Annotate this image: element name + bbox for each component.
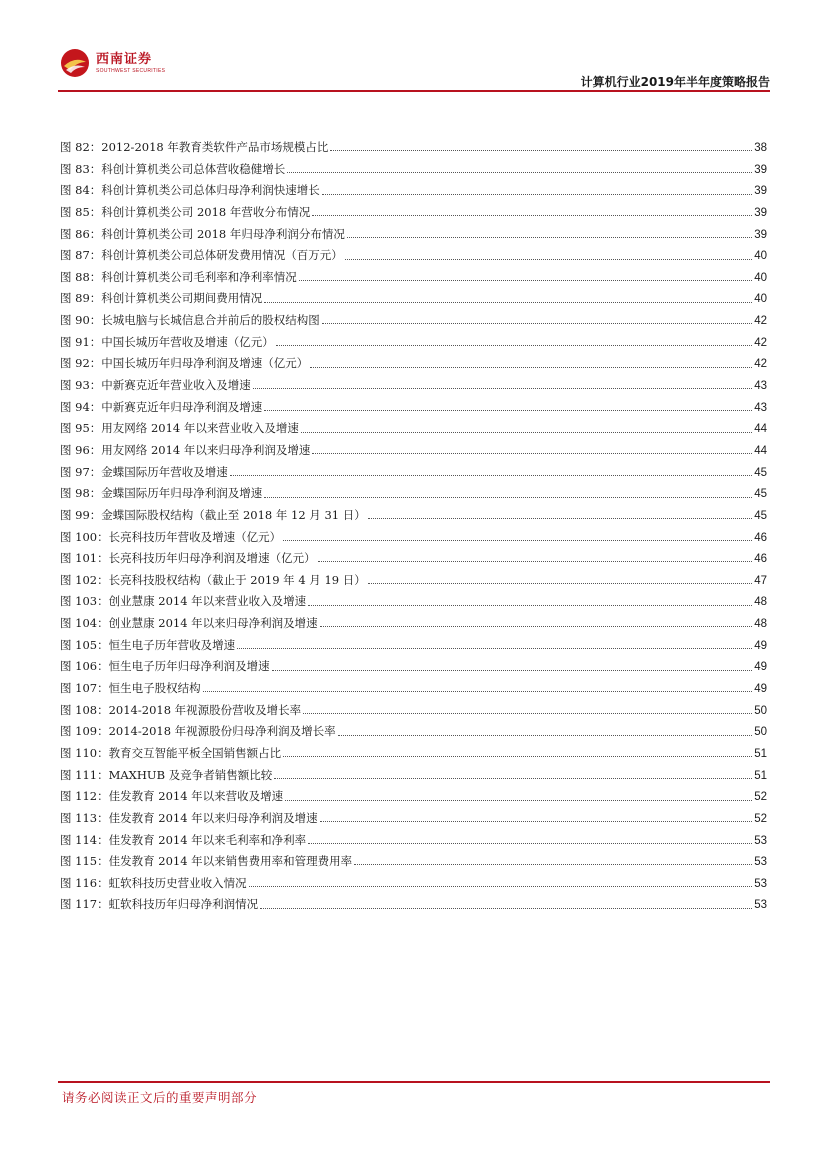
toc-entry-label: 图 82：2012-2018 年教育类软件产品市场规模占比 — [60, 140, 329, 154]
toc-entry-page: 42 — [754, 358, 767, 371]
toc-entry[interactable] — [60, 180, 767, 202]
toc-entry-page: 48 — [754, 596, 767, 609]
toc-entry-page: 51 — [754, 747, 767, 760]
toc-entry[interactable] — [60, 505, 767, 527]
toc-dot-leader — [301, 432, 752, 433]
toc-entry-page: 40 — [754, 271, 767, 284]
toc-entry-page: 49 — [754, 661, 767, 674]
toc-dot-leader — [347, 237, 752, 238]
toc-entry[interactable] — [60, 613, 767, 635]
toc-entry-label: 图 113：佳发教育 2014 年以来归母净利润及增速 — [60, 810, 318, 825]
toc-entry[interactable] — [60, 462, 767, 484]
toc-entry-page: 53 — [754, 899, 767, 912]
toc-dot-leader — [354, 864, 752, 865]
toc-entry-label: 图 88：科创计算机类公司毛利率和净利率情况 — [60, 269, 297, 284]
toc-entry-page: 50 — [754, 704, 767, 717]
toc-entry-label: 图 84：科创计算机类公司总体归母净利润快速增长 — [60, 183, 320, 198]
toc-entry[interactable] — [60, 786, 767, 808]
toc-dot-leader — [283, 756, 752, 757]
toc-entry[interactable] — [60, 765, 767, 787]
toc-entry-label: 图 102：长亮科技股权结构（截止于 2019 年 4 月 19 日） — [60, 572, 366, 587]
toc-entry-page: 43 — [754, 401, 767, 414]
toc-dot-leader — [253, 388, 752, 389]
toc-entry-page: 46 — [754, 553, 767, 566]
toc-dot-leader — [322, 194, 752, 195]
toc-dot-leader — [320, 626, 753, 627]
toc-entry-page: 42 — [754, 315, 767, 328]
toc-entry-label: 图 112：佳发教育 2014 年以来营收及增速 — [60, 789, 284, 804]
toc-entry[interactable] — [60, 375, 767, 397]
toc-entry[interactable] — [60, 440, 767, 462]
toc-dot-leader — [260, 908, 752, 909]
toc-entry-page: 48 — [754, 618, 767, 631]
header-divider — [58, 90, 770, 92]
toc-entry-page: 38 — [754, 142, 767, 154]
toc-entry[interactable] — [60, 678, 767, 700]
toc-dot-leader — [264, 302, 752, 303]
toc-entry-label: 图 107：恒生电子股权结构 — [60, 681, 201, 696]
toc-entry[interactable] — [60, 137, 767, 159]
toc-entry-page: 43 — [754, 380, 767, 393]
toc-dot-leader — [264, 497, 752, 498]
toc-entry[interactable] — [60, 159, 767, 181]
toc-entry[interactable] — [60, 635, 767, 657]
figure-index-list — [60, 137, 767, 916]
toc-entry-page: 49 — [754, 639, 767, 652]
toc-dot-leader — [287, 172, 752, 173]
toc-dot-leader — [318, 561, 753, 562]
toc-entry-page: 46 — [754, 531, 767, 544]
toc-dot-leader — [285, 800, 752, 801]
toc-entry[interactable] — [60, 830, 767, 852]
toc-entry-page: 39 — [754, 163, 767, 176]
toc-entry[interactable] — [60, 591, 767, 613]
toc-dot-leader — [368, 583, 752, 584]
toc-entry[interactable] — [60, 483, 767, 505]
toc-dot-leader — [230, 475, 752, 476]
toc-entry-label: 图 115：佳发教育 2014 年以来销售费用率和管理费用率 — [60, 854, 353, 869]
toc-entry-label: 图 106：恒生电子历年归母净利润及增速 — [60, 659, 270, 674]
toc-entry[interactable] — [60, 418, 767, 440]
toc-entry-page: 52 — [754, 791, 767, 804]
toc-entry-page: 40 — [754, 250, 767, 263]
toc-dot-leader — [272, 670, 753, 671]
logo-emblem-icon — [60, 48, 90, 78]
toc-entry-label: 图 95：用友网络 2014 年以来营业收入及增速 — [60, 421, 299, 436]
toc-entry[interactable] — [60, 851, 767, 873]
toc-entry[interactable] — [60, 397, 767, 419]
toc-entry-page: 53 — [754, 856, 767, 869]
toc-entry-page: 53 — [754, 834, 767, 847]
toc-entry-label: 图 103：创业慧康 2014 年以来营业收入及增速 — [60, 594, 307, 609]
toc-entry[interactable] — [60, 808, 767, 830]
logo-english-name: SOUTHWEST SECURITIES — [96, 67, 166, 74]
toc-dot-leader — [283, 540, 752, 541]
toc-dot-leader — [203, 691, 753, 692]
toc-entry-label: 图 116：虹软科技历史营业收入情况 — [60, 875, 247, 890]
toc-entry-label: 图 98：金蝶国际历年归母净利润及增速 — [60, 486, 263, 501]
logo-chinese-name: 西南证券 — [96, 51, 153, 67]
toc-entry[interactable] — [60, 527, 767, 549]
toc-entry[interactable] — [60, 353, 767, 375]
toc-entry-label: 图 91：中国长城历年营收及增速（亿元） — [60, 334, 274, 349]
toc-entry-page: 47 — [754, 574, 767, 587]
toc-entry-label: 图 108：2014-2018 年视源股份营收及增长率 — [60, 702, 302, 717]
report-title: 计算机行业2019年半年度策略报告 — [580, 75, 770, 89]
toc-entry[interactable] — [60, 267, 767, 289]
toc-entry-label: 图 94：中新赛克近年归母净利润及增速 — [60, 399, 263, 414]
toc-dot-leader — [312, 453, 752, 454]
toc-entry-label: 图 104：创业慧康 2014 年以来归母净利润及增速 — [60, 616, 318, 631]
toc-entry-label: 图 105：恒生电子历年营收及增速 — [60, 637, 236, 652]
toc-entry-label: 图 97：金蝶国际历年营收及增速 — [60, 464, 228, 479]
toc-dot-leader — [322, 323, 752, 324]
toc-entry[interactable] — [60, 656, 767, 678]
toc-entry[interactable] — [60, 332, 767, 354]
toc-dot-leader — [276, 345, 752, 346]
toc-dot-leader — [274, 778, 752, 779]
toc-dot-leader — [345, 259, 752, 260]
toc-entry-page: 50 — [754, 726, 767, 739]
toc-entry-page: 39 — [754, 185, 767, 198]
toc-entry-label: 图 90：长城电脑与长城信息合并前后的股权结构图 — [60, 313, 320, 328]
toc-entry-page: 40 — [754, 293, 767, 306]
toc-dot-leader — [310, 367, 752, 368]
toc-entry-page: 39 — [754, 228, 767, 241]
toc-dot-leader — [249, 886, 753, 887]
toc-entry-page: 44 — [754, 444, 767, 457]
toc-entry-page: 42 — [754, 336, 767, 349]
toc-entry-label: 图 92：中国长城历年归母净利润及增速（亿元） — [60, 356, 309, 371]
toc-entry-label: 图 93：中新赛克近年营业收入及增速 — [60, 378, 251, 393]
toc-entry[interactable] — [60, 310, 767, 332]
toc-entry-page: 53 — [754, 877, 767, 890]
footer-divider — [58, 1081, 770, 1083]
toc-dot-leader — [312, 215, 752, 216]
toc-dot-leader — [237, 648, 752, 649]
toc-dot-leader — [320, 821, 753, 822]
footer-disclaimer: 请务必阅读正文后的重要声明部分 — [62, 1090, 258, 1105]
toc-entry-page: 39 — [754, 206, 767, 219]
toc-dot-leader — [308, 605, 752, 606]
toc-entry-label: 图 89：科创计算机类公司期间费用情况 — [60, 291, 263, 306]
toc-entry-label: 图 111：MAXHUB 及竞争者销售额比较 — [60, 767, 273, 782]
toc-entry[interactable] — [60, 202, 767, 224]
toc-entry[interactable] — [60, 721, 767, 743]
toc-entry-label: 图 99：金蝶国际股权结构（截止至 2018 年 12 月 31 日） — [60, 507, 366, 522]
toc-dot-leader — [299, 280, 752, 281]
toc-dot-leader — [308, 843, 752, 844]
toc-entry-label: 图 85：科创计算机类公司 2018 年营收分布情况 — [60, 204, 311, 219]
company-logo — [60, 48, 165, 78]
toc-dot-leader — [264, 410, 752, 411]
toc-dot-leader — [330, 150, 752, 151]
toc-entry-label: 图 117：虹软科技历年归母净利润情况 — [60, 897, 259, 912]
toc-entry[interactable] — [60, 700, 767, 722]
toc-entry-page: 45 — [754, 509, 767, 522]
toc-entry[interactable] — [60, 288, 767, 310]
toc-entry-label: 图 86：科创计算机类公司 2018 年归母净利润分布情况 — [60, 226, 345, 241]
toc-entry[interactable] — [60, 570, 767, 592]
page-header — [60, 46, 770, 92]
toc-entry[interactable] — [60, 245, 767, 267]
toc-entry-label: 图 114：佳发教育 2014 年以来毛利率和净利率 — [60, 832, 307, 847]
toc-dot-leader — [368, 518, 752, 519]
toc-entry[interactable] — [60, 548, 767, 570]
toc-entry-label: 图 83：科创计算机类公司总体营收稳健增长 — [60, 161, 286, 176]
toc-entry-page: 45 — [754, 488, 767, 501]
toc-dot-leader — [338, 735, 753, 736]
toc-dot-leader — [303, 713, 752, 714]
toc-entry-page: 51 — [754, 769, 767, 782]
toc-entry-label: 图 101：长亮科技历年归母净利润及增速（亿元） — [60, 551, 316, 566]
toc-entry-page: 52 — [754, 812, 767, 825]
toc-entry-label: 图 96：用友网络 2014 年以来归母净利润及增速 — [60, 442, 311, 457]
toc-entry-label: 图 109：2014-2018 年视源股份归母净利润及增长率 — [60, 724, 336, 739]
toc-entry[interactable] — [60, 894, 767, 916]
toc-entry[interactable] — [60, 873, 767, 895]
toc-entry-label: 图 110：教育交互智能平板全国销售额占比 — [60, 745, 282, 760]
toc-entry[interactable] — [60, 224, 767, 246]
toc-entry-page: 44 — [754, 423, 767, 436]
toc-entry-page: 45 — [754, 466, 767, 479]
toc-entry-page: 49 — [754, 683, 767, 696]
toc-entry[interactable] — [60, 743, 767, 765]
toc-entry-label: 图 100：长亮科技历年营收及增速（亿元） — [60, 529, 282, 544]
toc-entry-label: 图 87：科创计算机类公司总体研发费用情况（百万元） — [60, 248, 343, 263]
